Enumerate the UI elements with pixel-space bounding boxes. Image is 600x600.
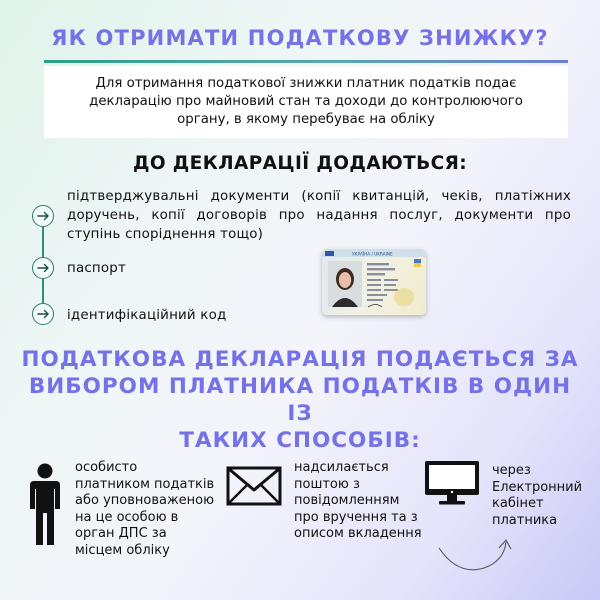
methods-heading-line: ТАКИХ СПОСОБІВ: xyxy=(179,428,421,453)
method-line: описом вкладення xyxy=(294,526,422,542)
methods-heading-line: ПОДАТКОВА ДЕКЛАРАЦІЯ ПОДАЄТЬСЯ ЗА xyxy=(21,347,579,372)
methods-heading xyxy=(20,346,580,454)
requirement-line: ступінь споріднення тощо) xyxy=(67,227,264,242)
method-line: або уповноваженою xyxy=(75,493,215,509)
requirement-supporting-docs xyxy=(67,187,571,244)
method-line: особисто xyxy=(75,460,138,475)
requirement-tax-id: ідентифікаційний код xyxy=(67,308,227,323)
intro-box xyxy=(44,66,568,138)
methods-heading-line: ВИБОРОМ ПЛАТНИКА ПОДАТКІВ В ОДИН ІЗ xyxy=(28,374,572,426)
method-mail-text xyxy=(294,460,422,543)
arrow-right-icon xyxy=(32,303,54,325)
intro-line: декларацію про майновий стан та доходи до контролюючого xyxy=(89,94,523,109)
method-line: через xyxy=(492,463,531,478)
requirement-passport: паспорт xyxy=(67,261,126,276)
method-line: про вручення та з xyxy=(294,509,418,525)
monitor-icon xyxy=(424,460,480,510)
attachments-heading: ДО ДЕКЛАРАЦІЇ ДОДАЮТЬСЯ: xyxy=(132,153,468,174)
method-line: місцем обліку xyxy=(75,542,170,558)
arrow-right-icon xyxy=(32,257,54,279)
method-line: кабінет xyxy=(492,496,544,512)
id-card-header: УКРАЇНА / UKRAINE xyxy=(352,251,393,257)
method-line: надсилається xyxy=(294,460,389,475)
requirement-line: підтверджувальні документи (копії квитанцій, чеків, платіжних xyxy=(67,189,571,204)
method-line: орган ДПС за xyxy=(75,526,167,542)
person-icon xyxy=(28,463,62,551)
page-title: ЯК ОТРИМАТИ ПОДАТКОВУ ЗНИЖКУ? xyxy=(51,26,549,50)
method-line: повідомленням xyxy=(294,493,400,509)
intro-line: Для отримання податкової знижки платник податків подає xyxy=(95,76,517,91)
method-in-person-text xyxy=(75,460,214,560)
envelope-icon xyxy=(226,466,282,510)
arrow-right-icon xyxy=(32,205,54,227)
method-line: на це особою в xyxy=(75,509,179,525)
method-line: платником податків xyxy=(75,476,215,492)
requirement-line: доручень, копії договорів про надання послуг, документи про xyxy=(67,208,571,223)
intro-line: органу, в якому перебуває на обліку xyxy=(177,112,435,127)
id-card-icon xyxy=(322,249,426,315)
method-line: платника xyxy=(492,512,558,528)
title-divider xyxy=(44,60,568,63)
method-electronic-text xyxy=(492,463,582,529)
method-line: поштою з xyxy=(294,476,360,492)
curved-arrow-icon xyxy=(436,528,526,584)
method-line: Електронний xyxy=(492,479,583,495)
